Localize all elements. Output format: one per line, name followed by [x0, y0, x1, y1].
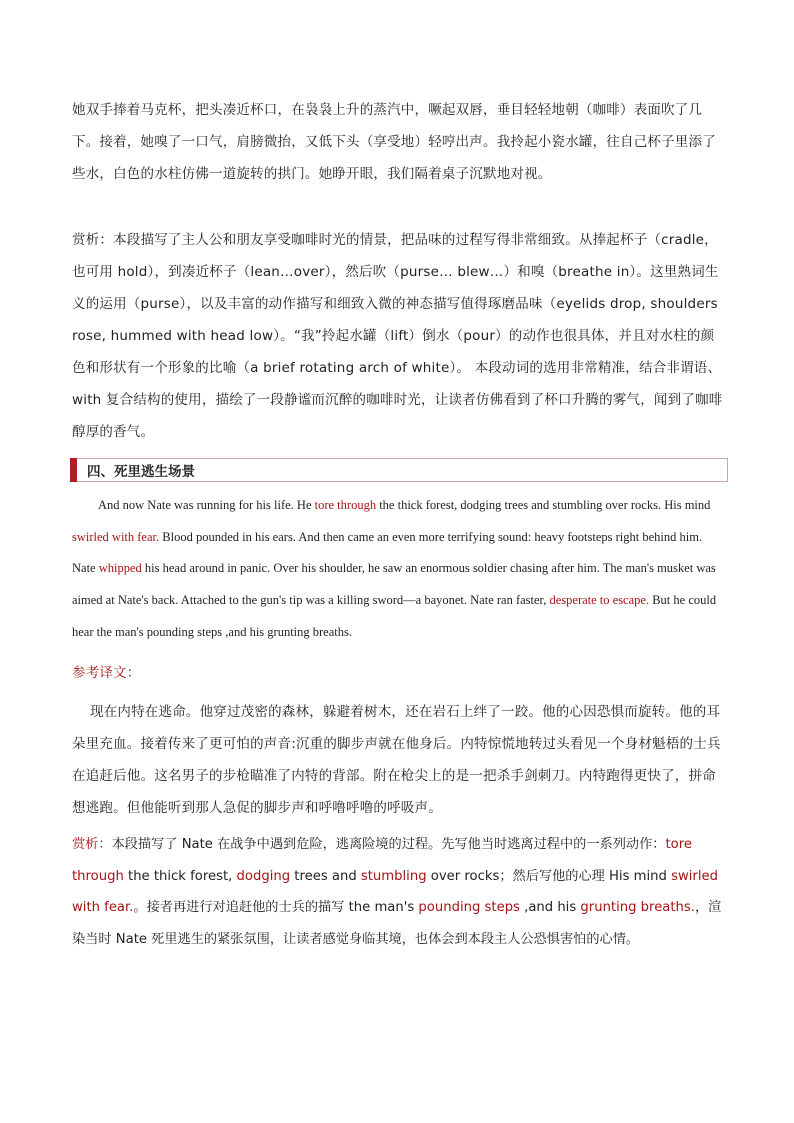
heading-accent-bar: [70, 458, 77, 482]
analysis-label: 赏析：: [72, 232, 114, 248]
highlight-phrase: swirled with fear.: [72, 529, 160, 544]
paragraph-analysis-coffee: [72, 224, 724, 448]
paragraph-analysis-escape: 赏析：本段描写了 Nate 在战争中遇到危险，逃离险境的过程。先写他当时逃离过程中的一系列动作：tore through the thick forest, dodging trees and stumbling over rocks；然后写他的心理 His mind swirled with fear.。接者再进行对追赶他的士兵的描写 the man's pounding steps ,and his grunting breaths.，渲染当时 Nate 死里逃生的紧张氛围，让读者感觉身临其境，也体会到本段主人公恐惧害怕的心情。: [72, 837, 722, 948]
reference-translation-label: 参考译文：: [72, 665, 141, 681]
highlight-phrase: tore through: [72, 837, 692, 884]
highlight-phrase: swirled with fear.: [72, 868, 718, 916]
section-heading: [70, 458, 728, 482]
highlight-phrase: tore through: [314, 498, 377, 512]
highlight-phrase: pounding steps: [418, 900, 520, 916]
highlight-phrase: desperate to escape.: [549, 593, 650, 608]
highlight-phrase: grunting breaths.: [580, 900, 695, 916]
analysis-label: 赏析：: [72, 837, 112, 852]
highlight-phrase: dodging: [236, 868, 291, 884]
section-title: 四、死里逃生场景: [87, 464, 195, 480]
highlight-phrase: whipped: [98, 561, 142, 576]
paragraph-translation: 现在内特在逃命。他穿过茂密的森林，躲避着树木，还在岩石上绊了一跤。他的心因恐惧而旋转。他的耳朵里充血。接着传来了更可怕的声音:沉重的脚步声就在他身后。内特惊慌地转过头看见一个身材魁梧的士兵在追赶后他。这名男子的步枪瞄准了内特的背部。附在枪尖上的是一把杀手剑刺刀。内特跑得更快了，拼命想逃跑。但他能听到那人急促的脚步声和呼噜呼噜的呼吸声。: [72, 704, 721, 816]
highlight-phrase: stumbling: [360, 868, 427, 884]
paragraph-english-excerpt: And now Nate was running for his life. He tore through the thick forest, dodging trees and stumbling over rocks. His mind swirled with fear. Blood pounded in his ears. And then came an even more terrifying sound: heavy footsteps right behind him. Nate whipped his head around in panic. Over his shoulder, he saw an enormous soldier chasing after him. The man's musket was aimed at Nate's back. Attached to the gun's tip was a killing sword—a bayonet. Nate ran faster, desperate to escape. But he could hear the man's pounding steps ,and his grunting breaths.: [72, 498, 717, 639]
paragraph-coffee-scene: 她双手捧着马克杯，把头凑近杯口，在袅袅上升的蒸汽中，噘起双唇，垂目轻轻地朝（咖啡）表面吹了几下。接着，她嗅了一口气，肩膀微抬，又低下头（享受地）轻哼出声。我拎起小瓷水罐，往自己杯子里添了些水，白色的水柱仿佛一道旋转的拱门。她睁开眼，我们隔着桌子沉默地对视。: [72, 102, 716, 182]
analysis-text: 本段描写了主人公和朋友享受咖啡时光的情景，把品味的过程写得非常细致。从捧起杯子（cradle，也可用 hold），到凑近杯子（lean…over），然后吹（purse… blew…）和嗅（breathe in）。这里熟词生义的运用（purse），以及丰富的动作描写和细致入微的神态描写值得琢磨品味（eyelids drop, shoulders rose, hummed with head low）。“我”拎起水罐（lift）倒水（pour）的动作也很具体，并且对水柱的颜色和形状有一个形象的比喻（a brief rotating arch of white）。 本段动词的选用非常精准，结合非谓语、with 复合结构的使用，描绘了一段静谧而沉醉的咖啡时光，让读者仿佛看到了杯口升腾的雾气，闻到了咖啡醇厚的香气。: [72, 232, 723, 440]
